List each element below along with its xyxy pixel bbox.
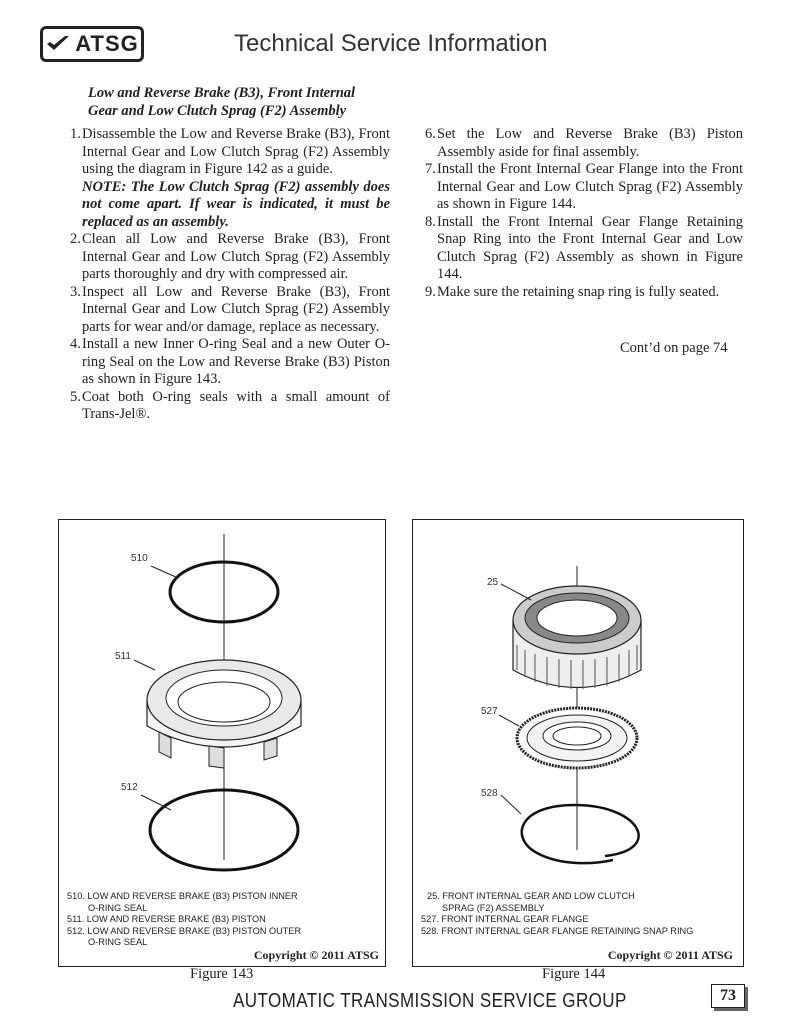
step-number: 2. xyxy=(70,231,81,247)
step-number: 6. xyxy=(425,126,436,142)
continued-note: Cont’d on page 74 xyxy=(620,340,728,356)
step-3 xyxy=(70,284,390,337)
step-number: 7. xyxy=(425,161,436,177)
part-label-25: 25 xyxy=(487,577,499,588)
step-4 xyxy=(70,336,390,389)
checkmark-icon xyxy=(45,34,71,54)
legend-line: 510. LOW AND REVERSE BRAKE (B3) PISTON INNER xyxy=(67,891,298,901)
logo-text: ATSG xyxy=(75,31,139,56)
step-8 xyxy=(425,214,743,284)
footer-title: AUTOMATIC TRANSMISSION SERVICE GROUP xyxy=(233,990,627,1012)
step-7 xyxy=(425,161,743,214)
step-text: Install a new Inner O-ring Seal and a new Outer O-ring Seal on the Low and Reverse Brake (B3) Piston as shown in Figure 143. xyxy=(82,336,390,387)
figure-144-legend xyxy=(421,891,693,937)
step-number: 8. xyxy=(425,213,436,230)
step-number: 1. xyxy=(70,126,81,142)
legend-line: O-RING SEAL xyxy=(88,937,148,948)
step-number: 3. xyxy=(70,283,81,300)
step-5 xyxy=(70,389,390,424)
step-text: Disassemble the Low and Reverse Brake (B3), Front Internal Gear and Low Clutch Sprag (F2) Assembly using the diagram in Figure 142 as a guide. xyxy=(82,126,390,177)
part-label-527: 527 xyxy=(481,706,498,717)
section-title xyxy=(88,84,408,120)
step-text: Make sure the retaining snap ring is fully seated. xyxy=(437,283,720,300)
figure-143-diagram xyxy=(59,520,384,890)
right-column xyxy=(425,126,743,301)
figure-144-caption: Figure 144 xyxy=(542,966,606,982)
legend-line: 512. LOW AND REVERSE BRAKE (B3) PISTON OUTER xyxy=(67,925,302,936)
step-1 xyxy=(70,126,390,179)
note: NOTE: The Low Clutch Sprag (F2) assembly does not come apart. If wear is indicated, it must be replaced as an assembly. xyxy=(82,178,390,230)
step-text: Install the Front Internal Gear Flange Retaining Snap Ring into the Front Internal Gear and Low Clutch Sprag (F2) Assembly as shown in Figure 144. xyxy=(437,213,743,282)
legend-line: 528. FRONT INTERNAL GEAR FLANGE RETAINING SNAP RING xyxy=(421,925,694,936)
legend-line: 25. FRONT INTERNAL GEAR AND LOW CLUTCH xyxy=(427,891,635,901)
figure-143-legend xyxy=(67,891,301,949)
atsg-logo xyxy=(40,26,144,62)
step-number: 4. xyxy=(70,336,81,352)
legend-line: 511. LOW AND REVERSE BRAKE (B3) PISTON xyxy=(67,914,266,925)
step-number: 9. xyxy=(425,283,436,300)
left-column xyxy=(70,126,390,424)
part-label-528: 528 xyxy=(481,788,498,799)
legend-line: SPRAG (F2) ASSEMBLY xyxy=(442,902,545,913)
copyright: Copyright © 2011 ATSG xyxy=(253,948,379,962)
figure-144 xyxy=(412,519,744,967)
step-text: Set the Low and Reverse Brake (B3) Piston Assembly aside for final assembly. xyxy=(437,126,743,160)
figure-143 xyxy=(58,519,386,967)
legend-line: 527. FRONT INTERNAL GEAR FLANGE xyxy=(421,914,589,925)
step-text: Inspect all Low and Reverse Brake (B3), Front Internal Gear and Low Clutch Sprag (F2) Assembly parts for wear and/or damage, replace as necessary. xyxy=(82,283,390,335)
section-title-line-2: Gear and Low Clutch Sprag (F2) Assembly xyxy=(88,103,347,119)
figure-143-caption: Figure 143 xyxy=(190,966,254,982)
page-number: 73 xyxy=(711,984,745,1008)
step-text: Install the Front Internal Gear Flange into the Front Internal Gear and Low Clutch Sprag (F2) Assembly as shown in Figure 144. xyxy=(437,161,743,212)
step-text: Coat both O-ring seals with a small amount of Trans-Jel®. xyxy=(82,388,390,422)
internal-gear-flange xyxy=(517,708,637,768)
figure-144-diagram xyxy=(413,520,743,890)
part-label-511: 511 xyxy=(115,651,131,662)
step-9 xyxy=(425,284,743,302)
part-label-512: 512 xyxy=(121,782,138,793)
internal-gear-assembly xyxy=(513,586,641,689)
step-2 xyxy=(70,231,390,284)
step-6 xyxy=(425,126,743,161)
part-label-510: 510 xyxy=(131,553,148,564)
legend-line: O-RING SEAL xyxy=(88,902,148,913)
retaining-snap-ring xyxy=(522,805,639,863)
section-title-line-1: Low and Reverse Brake (B3), Front Internal xyxy=(88,85,356,101)
step-number: 5. xyxy=(70,388,81,405)
step-text: Clean all Low and Reverse Brake (B3), Front Internal Gear and Low Clutch Sprag (F2) Assembly parts thoroughly and dry with compressed air. xyxy=(82,231,390,282)
piston xyxy=(147,660,301,768)
copyright: Copyright © 2011 ATSG xyxy=(607,948,733,962)
page-title: Technical Service Information xyxy=(234,30,548,57)
